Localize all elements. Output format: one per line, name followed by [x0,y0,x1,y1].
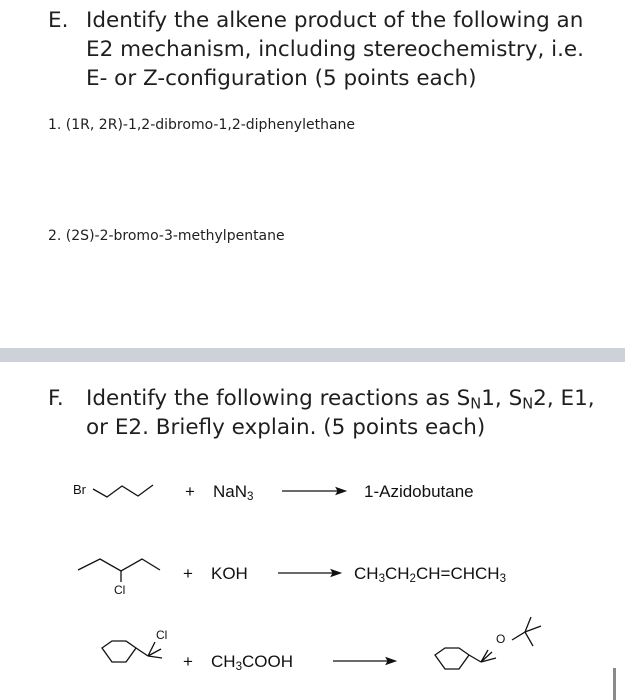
r2-product-part-1: CH [354,564,379,583]
r2-halogen: Cl [114,583,126,597]
r1-product: 1-Azidobutane [364,482,474,501]
r2-product-sub-2: 2 [409,572,416,585]
r2-reagent: KOH [211,564,248,583]
r1-plus: + [185,482,195,501]
r2-product-sub-1: 3 [378,572,385,585]
r2-product-sub-3: 3 [499,572,506,585]
sn2-subscript: N [522,395,534,413]
r3-product-oxygen: O [496,632,506,646]
sn1-subscript: N [470,395,482,413]
question-e2: 2. (2S)-2-bromo-3-methylpentane [48,228,285,244]
r1-halogen: Br [73,482,86,497]
r1-reagent-text: NaN [213,482,248,501]
section-e-line-3: E- or Z-configuration (5 points each) [86,66,477,91]
r1-reagent-subscript: 3 [247,490,254,503]
section-f-letter: F. [48,386,64,411]
r3-halogen: Cl [156,628,168,642]
r2-product-part-3: CH=CHCH [415,564,500,583]
sn1-number: 1, S [481,386,523,411]
r2-plus: + [183,564,193,583]
r2-product-part-2: CH [384,564,410,583]
section-e-letter: E. [48,8,69,33]
section-f-line-1-text: Identify the following reactions as S [86,386,471,411]
section-e-line-1: Identify the alkene product of the following an [86,8,584,33]
sn2-number: 2, E1, [533,386,595,411]
section-e-line-2: E2 mechanism, including stereochemistry, i.e. [86,37,584,62]
section-f-line-2: or E2. Briefly explain. (5 points each) [86,415,486,440]
question-e1: 1. (1R, 2R)-1,2-dibromo-1,2-diphenylethane [48,117,356,133]
r3-reagent-pre: CH [211,652,236,671]
r3-reagent-post: COOH [241,652,293,671]
scrollbar-mark [613,668,616,700]
r3-plus: + [183,652,193,671]
r3-reagent-subscript: 3 [235,660,242,673]
